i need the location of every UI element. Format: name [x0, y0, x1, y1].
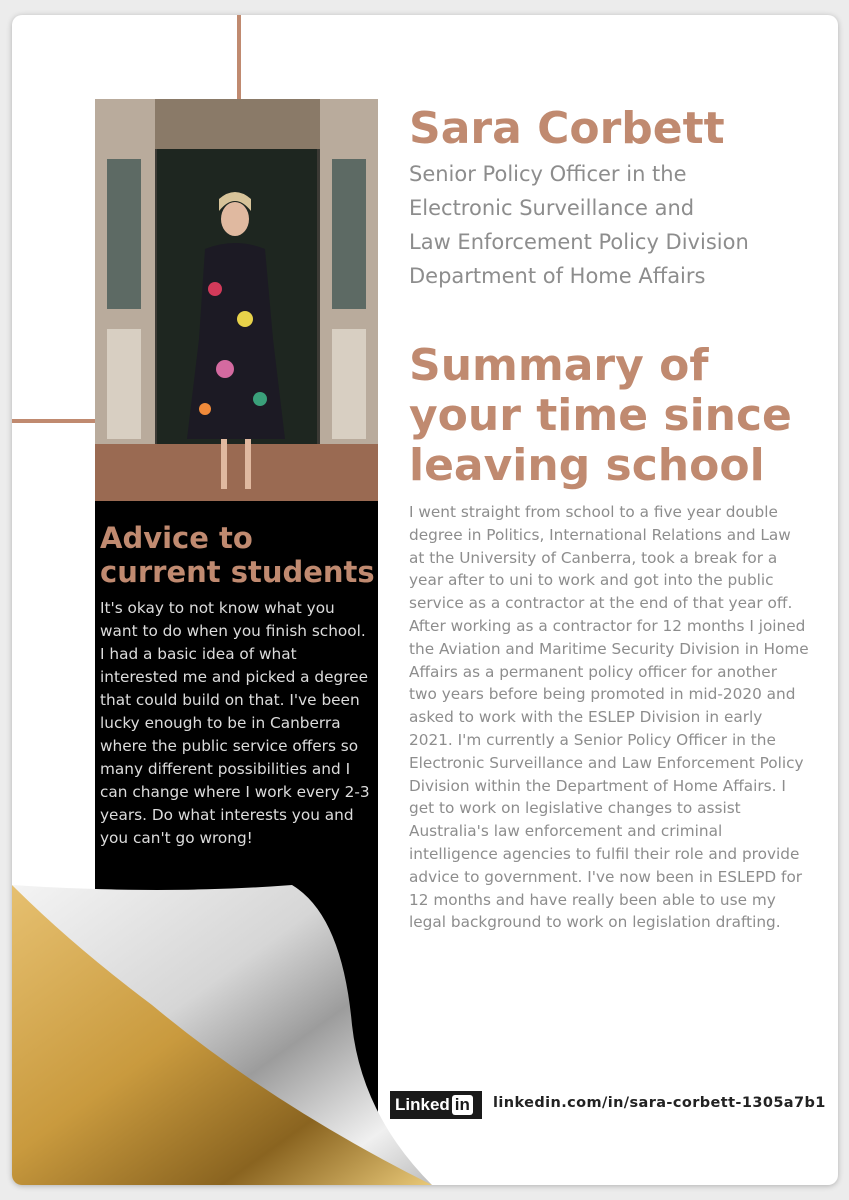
role-line: Law Enforcement Policy Division: [409, 230, 749, 254]
summary-heading: Summary of your time since leaving school: [409, 340, 792, 491]
profile-page: [12, 15, 838, 1185]
linkedin-url[interactable]: linkedin.com/in/sara-corbett-1305a7b1: [493, 1095, 826, 1111]
page-curl-decoration: [12, 875, 432, 1185]
role-line: Electronic Surveillance and: [409, 196, 695, 220]
person-name: Sara Corbett: [409, 103, 725, 154]
role-line: Department of Home Affairs: [409, 264, 706, 288]
person-role: [409, 157, 829, 293]
linkedin-icon[interactable]: [390, 1091, 482, 1119]
linkedin-logo-word: Linked: [395, 1095, 450, 1114]
advice-heading: Advice to current students: [100, 521, 375, 589]
decorative-horizontal-line: [12, 419, 95, 423]
summary-text: I went straight from school to a five year double degree in Politics, International Relations and Law at the University of Canberra, took a break for a year after to uni to work and got into the public service as a contractor at the end of that year off. After working as a contractor for 12 months I joined the Aviation and Maritime Security Division in Home Affairs as a permanent policy officer for another two years before being promoted in mid-2020 and asked to work with the ESLEP Division in early 2021. I'm currently a Senior Policy Officer in the Electronic Surveillance and Law Enforcement Policy Division within the Department of Home Affairs. I get to work on legislative changes to assist Australia's law enforcement and criminal intelligence agencies to fulfil their role and provide advice to government. I've now been in ESLEPD for 12 months and have really been able to use my legal background to work on legislation drafting.: [409, 503, 809, 932]
advice-text: It's okay to not know what you want to do when you finish school. I had a basic idea of what interested me and picked a degree that could build on that. I've been lucky enough to be in Canberra where the public service offers so many different possibilities and I can change where I work every 2-3 years. Do what interests you and you can't go wrong!: [100, 599, 370, 847]
profile-photo: [95, 99, 378, 501]
linkedin-logo-in: in: [452, 1095, 473, 1115]
role-line: Senior Policy Officer in the: [409, 162, 687, 186]
decorative-vertical-line: [237, 15, 241, 99]
